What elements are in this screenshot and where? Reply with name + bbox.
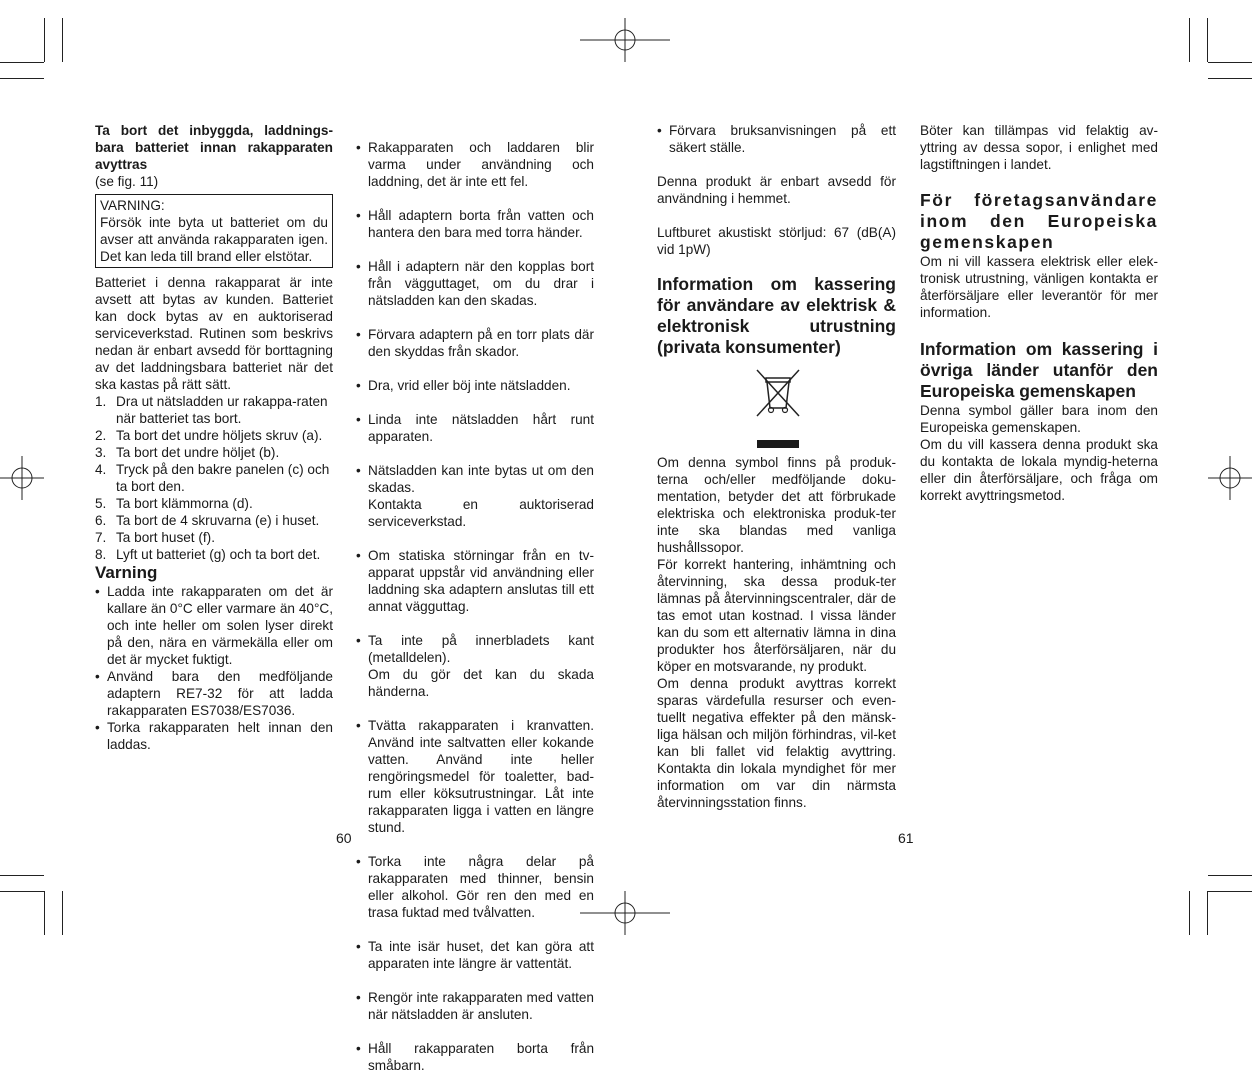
crossed-out-wheelie-bin-icon — [755, 368, 801, 448]
varning-list — [95, 583, 333, 753]
list-item: • Nätsladden kan inte bytas ut om den skadas. Kontakta en auktoriserad serviceverkstad. — [356, 462, 594, 530]
warning-box — [95, 194, 333, 268]
page-number-right: 61 — [898, 830, 914, 846]
registration-mark-icon — [580, 18, 670, 62]
crop-mark — [1208, 78, 1252, 79]
list-item: 1. Dra ut nätsladden ur rakappa-raten när batteriet tas bort. — [95, 394, 328, 426]
disposal-heading: Information om kassering för användare av elektrisk & elektronisk utrustning (privata konsumenter) — [657, 274, 896, 357]
list-item: • Håll i adaptern när den kopplas bort från vägguttaget, om du drar i nätsladden kan den skadas. — [356, 258, 594, 309]
varning-heading: Varning — [95, 563, 158, 582]
list-item: • Rakapparaten och laddaren blir varma under användning och laddning, det är inte ett fel. — [356, 139, 594, 190]
list-item: • Ta inte på innerbladets kant (metalldelen). Om du gör det kan du skada händerna. — [356, 632, 594, 700]
other-countries-heading: Information om kassering i övriga länder utanför den Europeiska gemenskapen — [920, 339, 1158, 401]
list-item: • Håll rakapparaten borta från småbarn. — [356, 1040, 594, 1074]
disposal-body-1: Om denna symbol finns på produk-terna och/eller medföljande doku-mentation, betyder det att förbrukade elektriska och elektroniska produk-ter inte ska blandas med vanliga hushållssopor. — [657, 455, 896, 555]
crop-mark — [44, 891, 45, 935]
crop-mark — [44, 18, 45, 62]
warning-box-text: Försök inte byta ut batteriet om du avser att använda rakapparaten igen. Det kan leda till brand eller elstötar. — [100, 215, 328, 264]
business-users-body: Om ni vill kassera elektrisk eller elek-tronisk utrustning, vänligen kontakta er återförsäljare eller leverantör för mer information. — [920, 254, 1158, 320]
crop-mark — [1189, 18, 1190, 62]
crop-mark — [62, 891, 63, 935]
list-item: • Linda inte nätsladden hårt runt apparaten. — [356, 411, 594, 445]
removal-steps-list — [95, 393, 333, 563]
noise-level-note: Luftburet akustiskt störljud: 67 (dB(A) vid 1pW) — [657, 225, 896, 257]
crop-mark — [0, 875, 44, 876]
battery-removal-heading: Ta bort det inbyggda, laddnings-bara batteriet innan rakapparaten avyttras — [95, 123, 333, 172]
list-item: 5. Ta bort klämmorna (d). — [95, 496, 253, 511]
disposal-body-3: Om denna produkt avyttras korrekt sparas värdefulla resurser och even-tuellt negativa effekter på den mänsk-liga hälsan och miljön förhindras, vil-ket kan bli fallet vid felaktig avyttring. Kontakta din lokala myndighet för mer information om var din närmsta återvinningsstation finns. — [657, 676, 896, 810]
right-page-column-2 — [920, 122, 1158, 504]
fine-note: Böter kan tillämpas vid felaktig av-yttring av dessa sopor, i enlighet med lagstiftningen i landet. — [920, 123, 1158, 172]
list-item: 6. Ta bort de 4 skruvarna (e) i huset. — [95, 513, 320, 528]
list-item: 4. Tryck på den bakre panelen (c) och ta bort den. — [95, 462, 330, 494]
crop-mark — [0, 62, 44, 63]
list-item: • Tvätta rakapparaten i kranvatten. Använd inte saltvatten eller kokande vatten. Använd inte heller rengöringsmedel för toaletter, bad-rum eller köksutrustningar. Låt inte rakapparaten ligga i vatten en längre stund. — [356, 717, 594, 836]
list-item: • Håll adaptern borta från vatten och hantera den bara med torra händer. — [356, 207, 594, 241]
registration-mark-icon — [1208, 456, 1252, 500]
crop-mark — [1189, 891, 1190, 935]
list-item: • Förvara adaptern på en torr plats där den skyddas från skador. — [356, 326, 594, 360]
crop-mark — [0, 891, 44, 892]
right-page-column-1 — [657, 122, 896, 811]
list-item: • Torka inte några delar på rakapparaten med thinner, bensin eller alkohol. Gör ren den med en trasa fuktad med tvålvatten. — [356, 853, 594, 921]
left-page-column-1 — [95, 122, 333, 753]
business-users-heading: För företagsanvändare inom den Europeiska gemenskapen — [920, 190, 1158, 252]
warning-box-title: VARNING: — [100, 198, 165, 213]
left-page-column-2 — [356, 122, 594, 1091]
other-countries-body-1: Denna symbol gäller bara inom den Europeiska gemenskapen. — [920, 403, 1158, 435]
list-item: • Rengör inte rakapparaten med vatten när nätsladden är ansluten. — [356, 989, 594, 1023]
list-item: • Dra, vrid eller böj inte nätsladden. — [356, 377, 594, 394]
list-item: 2. Ta bort det undre höljets skruv (a). — [95, 428, 323, 443]
crop-mark — [1208, 891, 1252, 892]
see-figure-note: (se fig. 11) — [95, 174, 159, 189]
home-use-note: Denna produkt är enbart avsedd för användning i hemmet. — [657, 174, 896, 206]
registration-mark-icon — [0, 456, 44, 500]
other-countries-body-2: Om du vill kassera denna produkt ska du kontakta de lokala myndig-heterna eller din återförsäljare, och fråga om korrekt avyttringsmetod. — [920, 437, 1158, 503]
list-item: • Förvara bruksanvisningen på ett säkert ställe. — [657, 122, 896, 156]
list-item: • Torka rakapparaten helt innan den laddas. — [95, 719, 333, 753]
list-item: 7. Ta bort huset (f). — [95, 530, 215, 545]
disposal-body-2: För korrekt hantering, inhämtning och återvinning, ska dessa produk-ter lämnas på återvinningscentraler, där de tas emot utan kostnad. I vissa länder kan du som ett alternativ lämna in dina produkter hos återförsäljaren, när du köper en motsvarande, ny produkt. — [657, 557, 896, 674]
list-item: 8. Lyft ut batteriet (g) och ta bort det. — [95, 547, 321, 562]
crop-mark — [1208, 62, 1252, 63]
list-item: • Ta inte isär huset, det kan göra att apparaten inte längre är vattentät. — [356, 938, 594, 972]
list-item: • Använd bara den medföljande adaptern RE7-32 för att ladda rakapparaten ES7038/ES7036. — [95, 668, 333, 719]
crop-mark — [62, 18, 63, 62]
list-item: 3. Ta bort det undre höljet (b). — [95, 445, 280, 460]
crop-mark — [1207, 891, 1208, 935]
page-number-left: 60 — [336, 830, 352, 846]
crop-mark — [1207, 18, 1208, 62]
crop-mark — [0, 78, 44, 79]
list-item: • Ladda inte rakapparaten om det är kallare än 0°C eller varmare än 40°C, och inte heller om solen lyser direkt på den, nära en värmekälla eller om det är mycket fuktigt. — [95, 583, 333, 668]
crop-mark — [1208, 875, 1252, 876]
list-item: • Om statiska störningar från en tv-apparat uppstår vid användning eller laddning ska adaptern anslutas till ett annat vägguttag. — [356, 547, 594, 615]
safety-list — [356, 122, 594, 1091]
battery-paragraph: Batteriet i denna rakapparat är inte avsett att bytas av kunden. Batteriet kan dock bytas av en auktoriserad serviceverkstad. Rutinen som beskrivs nedan är enbart avsedd för borttagning av det laddningsbara batteriet när det ska kastas på rätt sätt. — [95, 275, 333, 392]
